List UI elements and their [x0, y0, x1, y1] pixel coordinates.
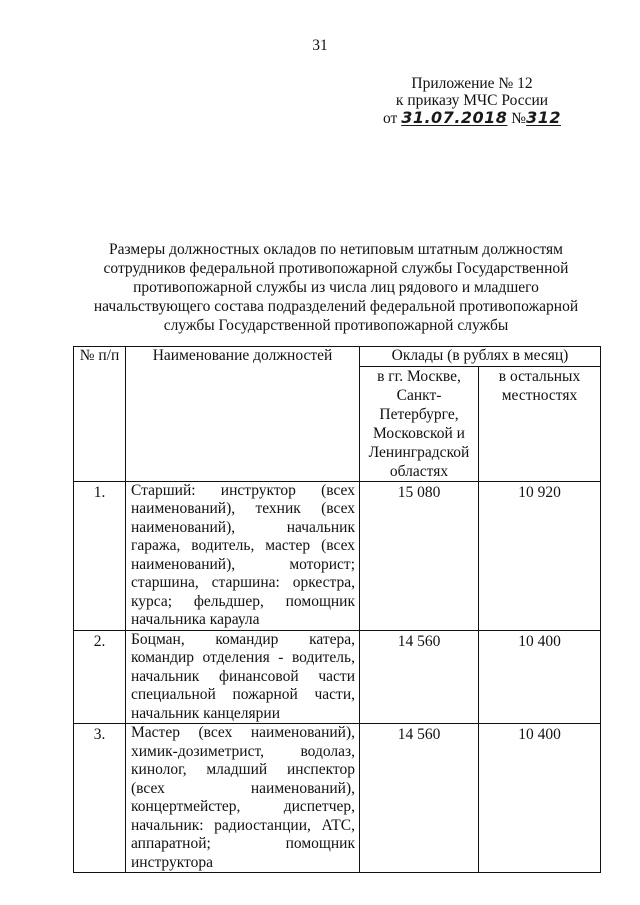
row-number: 2.	[74, 630, 126, 724]
number-prefix: №	[511, 110, 527, 127]
document-title: Размеры должностных окладов по нетиповым штатным должностям сотрудников федеральной противопожарной службы Государственной противопожарной службы из числа лиц рядового и младшего начальствующего состава подразделений федеральной противопожарной службы Государственной противопожарной службы	[93, 241, 579, 334]
table-header-row	[74, 347, 601, 367]
header-moscow: в гг. Москве, Санкт-Петербурге, Московской и Ленинградской областях	[360, 366, 479, 481]
header-salaries: Оклады (в рублях в месяц)	[360, 347, 601, 367]
header-other: в остальных местностях	[479, 366, 601, 481]
table-row	[74, 724, 601, 873]
appendix-header	[372, 75, 572, 127]
appendix-number: Приложение № 12	[411, 75, 533, 92]
appendix-order-date-line	[372, 109, 572, 127]
page-number: 31	[312, 37, 328, 54]
table-row	[74, 481, 601, 630]
salary-table	[73, 346, 601, 873]
row-number: 1.	[74, 481, 126, 630]
row-salary-moscow: 14 560	[360, 630, 479, 724]
table-row	[74, 630, 601, 724]
row-salary-other: 10 920	[479, 481, 601, 630]
row-salary-other: 10 400	[479, 724, 601, 873]
date-prefix: от	[383, 110, 398, 127]
row-salary-other: 10 400	[479, 630, 601, 724]
row-position-names: Мастер (всех наименований), химик-дозиметрист, водолаз, кинолог, младший инспектор (всех наименований), концертмейстер, диспетчер, начальник: радиостанции, АТС, аппаратной; помощник инструктора	[126, 724, 360, 873]
row-position-names: Боцман, командир катера, командир отделения - водитель, начальник финансовой части специальной пожарной части, начальник канцелярии	[126, 630, 360, 724]
header-name: Наименование должностей	[126, 347, 360, 482]
handwritten-number: 312	[526, 108, 561, 127]
handwritten-date: 31.07.2018	[401, 108, 508, 127]
row-salary-moscow: 14 560	[360, 724, 479, 873]
row-number: 3.	[74, 724, 126, 873]
appendix-order-ref: к приказу МЧС России	[395, 92, 549, 109]
row-position-names: Старший: инструктор (всех наименований), техник (всех наименований), начальник гаража, водитель, мастер (всех наименований), моторист; старшина, старшина: оркестра, курса; фельдшер, помощник начальника караула	[126, 481, 360, 630]
header-num: № п/п	[74, 347, 126, 482]
row-salary-moscow: 15 080	[360, 481, 479, 630]
